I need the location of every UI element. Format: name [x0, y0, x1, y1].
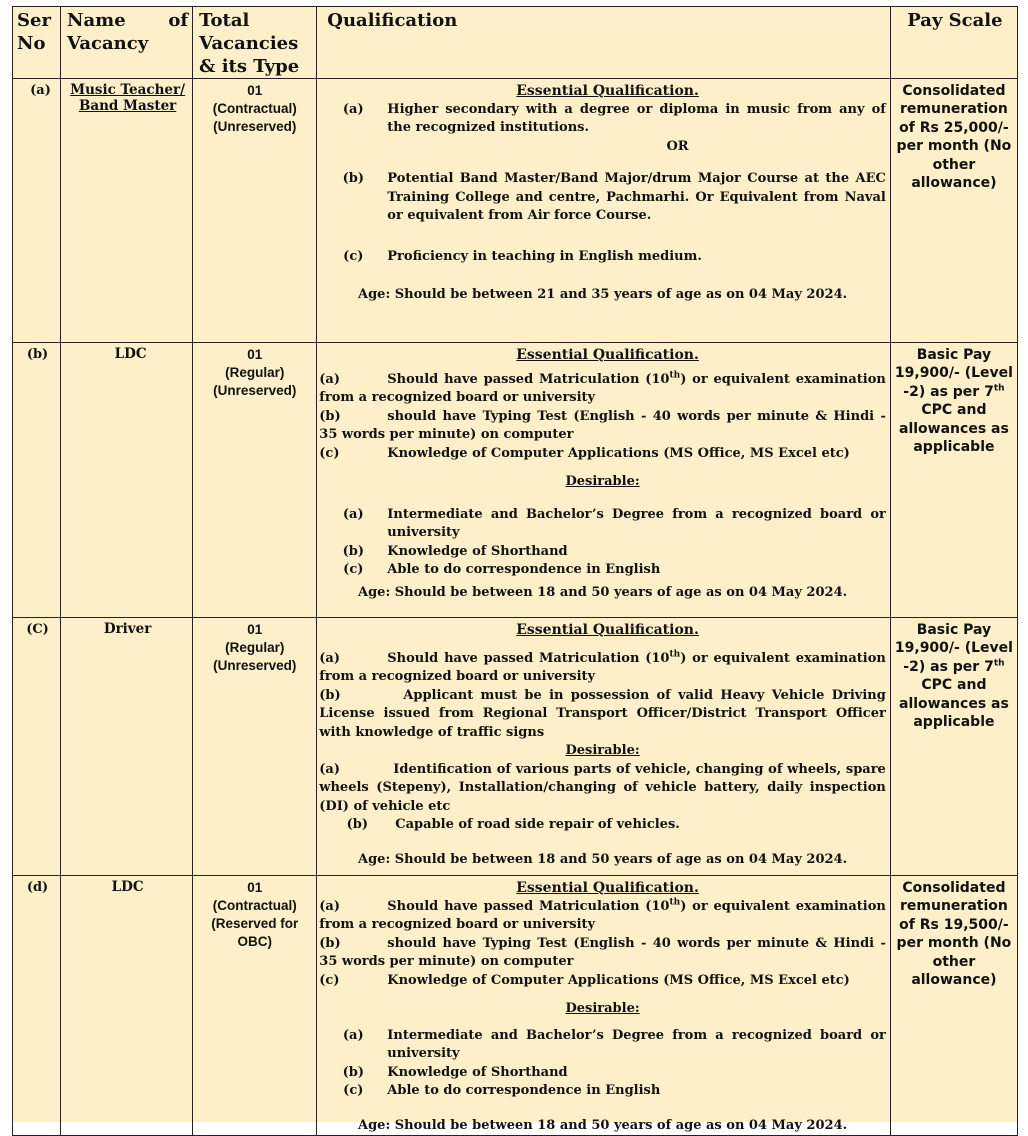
table-header-row — [13, 7, 1018, 79]
list-item: (b) Knowledge of Shorthand — [342, 543, 568, 559]
qualification-cell — [317, 618, 891, 876]
header-qualification: Qualification — [317, 7, 891, 79]
vacancy-count-cell: 01 (Regular) (Unreserved) — [193, 618, 317, 876]
pay-scale-cell: Consolidated remuneration of Rs 25,000/- per month (No other allowance) — [890, 79, 1017, 343]
header-pay-scale: Pay Scale — [890, 7, 1017, 79]
list-item: (b) should have Typing Test (English - 40 words per minute & Hindi - 35 words per minute) on computer — [319, 408, 886, 442]
essential-qualification-heading: Essential Qualification. — [516, 622, 699, 638]
table-row — [13, 618, 1018, 876]
ser-no-cell: (a) — [13, 79, 61, 343]
table-row — [13, 343, 1018, 618]
list-item: (a) Should have passed Matriculation (10th) or equivalent examination from a recognized board or university — [319, 897, 886, 932]
age-requirement: Age: Should be between 18 and 50 years of age as on 04 May 2024. — [357, 584, 848, 600]
list-item: (c) Able to do correspondence in English — [343, 1083, 661, 1098]
vacancy-name-cell: LDC — [61, 876, 193, 1136]
list-item: (b) Potential Band Master/Band Major/drum Major Course at the AEC Training College and centre, Pachmarhi. Or Equivalent from Naval or equivalent from Air force Course. — [342, 171, 886, 223]
pay-scale-cell: Consolidated remuneration of Rs 19,500/- per month (No other allowance) — [890, 876, 1017, 1136]
header-total-vacancies: Total Vacancies & its Type — [193, 7, 317, 79]
list-item: (a) Intermediate and Bachelor’s Degree from a recognized board or university — [342, 506, 886, 540]
qualification-cell — [317, 876, 891, 1136]
vacancy-name-cell: Music Teacher/ Band Master — [61, 79, 193, 343]
header-ser-no: Ser No — [13, 7, 61, 79]
vacancy-table — [12, 6, 1018, 1136]
desirable-heading: Desirable: — [565, 1001, 640, 1016]
list-item: (a) Intermediate and Bachelor’s Degree from a recognized board or university — [342, 1027, 886, 1061]
pay-scale-cell: Basic Pay 19,900/- (Level -2) as per 7th CPC and allowances as applicable — [890, 618, 1017, 876]
list-item: (a) Should have passed Matriculation (10th) or equivalent examination from a recognized board or university — [319, 649, 886, 684]
list-item: (c) Knowledge of Computer Applications (MS Office, MS Excel etc) — [319, 445, 850, 461]
pay-scale-cell: Basic Pay 19,900/- (Level -2) as per 7th CPC and allowances as applicable — [890, 343, 1017, 618]
vacancy-name-cell: Driver — [61, 618, 193, 876]
list-item: (a) Higher secondary with a degree or diploma in music from any of the recognized institutions. — [342, 101, 886, 135]
header-name-of-vacancy: Name of Vacancy — [61, 7, 193, 79]
essential-qualification-heading: Essential Qualification. — [516, 347, 699, 363]
age-requirement: Age: Should be between 18 and 50 years of age as on 04 May 2024. — [357, 1117, 848, 1133]
vacancy-count-cell: 01 (Contractual) (Unreserved) — [193, 79, 317, 343]
vacancy-sheet — [12, 6, 1018, 1133]
or-separator: OR — [666, 138, 689, 154]
essential-qualification-heading: Essential Qualification. — [516, 880, 699, 896]
vacancy-count-cell: 01 (Regular) (Unreserved) — [193, 343, 317, 618]
ser-no-cell: (d) — [13, 876, 61, 1136]
desirable-heading: Desirable: — [565, 743, 640, 758]
ser-no-cell: (C) — [13, 618, 61, 876]
qualification-cell — [317, 343, 891, 618]
age-requirement: Age: Should be between 21 and 35 years of age as on 04 May 2024. — [357, 287, 848, 302]
table-row — [13, 79, 1018, 343]
qualification-cell — [317, 79, 891, 343]
list-item: (c) Proficiency in teaching in English medium. — [343, 248, 702, 264]
list-item: (b) Knowledge of Shorthand — [342, 1064, 568, 1080]
list-item: (c) Knowledge of Computer Applications (MS Office, MS Excel etc) — [319, 972, 850, 988]
table-row — [13, 876, 1018, 1136]
desirable-heading: Desirable: — [565, 474, 640, 489]
list-item: (b) should have Typing Test (English - 40 words per minute & Hindi - 35 words per minute) on computer — [319, 935, 886, 969]
ser-no-cell: (b) — [13, 343, 61, 618]
list-item: (a) Should have passed Matriculation (10th) or equivalent examination from a recognized board or university — [319, 370, 886, 405]
list-item: (c) Able to do correspondence in English — [343, 562, 661, 577]
list-item: (b) Applicant must be in possession of valid Heavy Vehicle Driving License issued from Regional Transport Officer/District Transport Officer with knowledge of traffic signs — [319, 687, 886, 740]
essential-qualification-heading: Essential Qualification. — [516, 83, 699, 99]
age-requirement: Age: Should be between 18 and 50 years of age as on 04 May 2024. — [357, 851, 848, 867]
list-item: (b) Capable of road side repair of vehicles. — [346, 817, 680, 832]
list-item: (a) Identification of various parts of vehicle, changing of wheels, spare wheels (Stepeny), Installation/changing of vehicle battery, daily inspection (DI) of vehicle etc — [319, 761, 886, 814]
vacancy-count-cell: 01 (Contractual) (Reserved for OBC) — [193, 876, 317, 1136]
vacancy-name-cell: LDC — [61, 343, 193, 618]
